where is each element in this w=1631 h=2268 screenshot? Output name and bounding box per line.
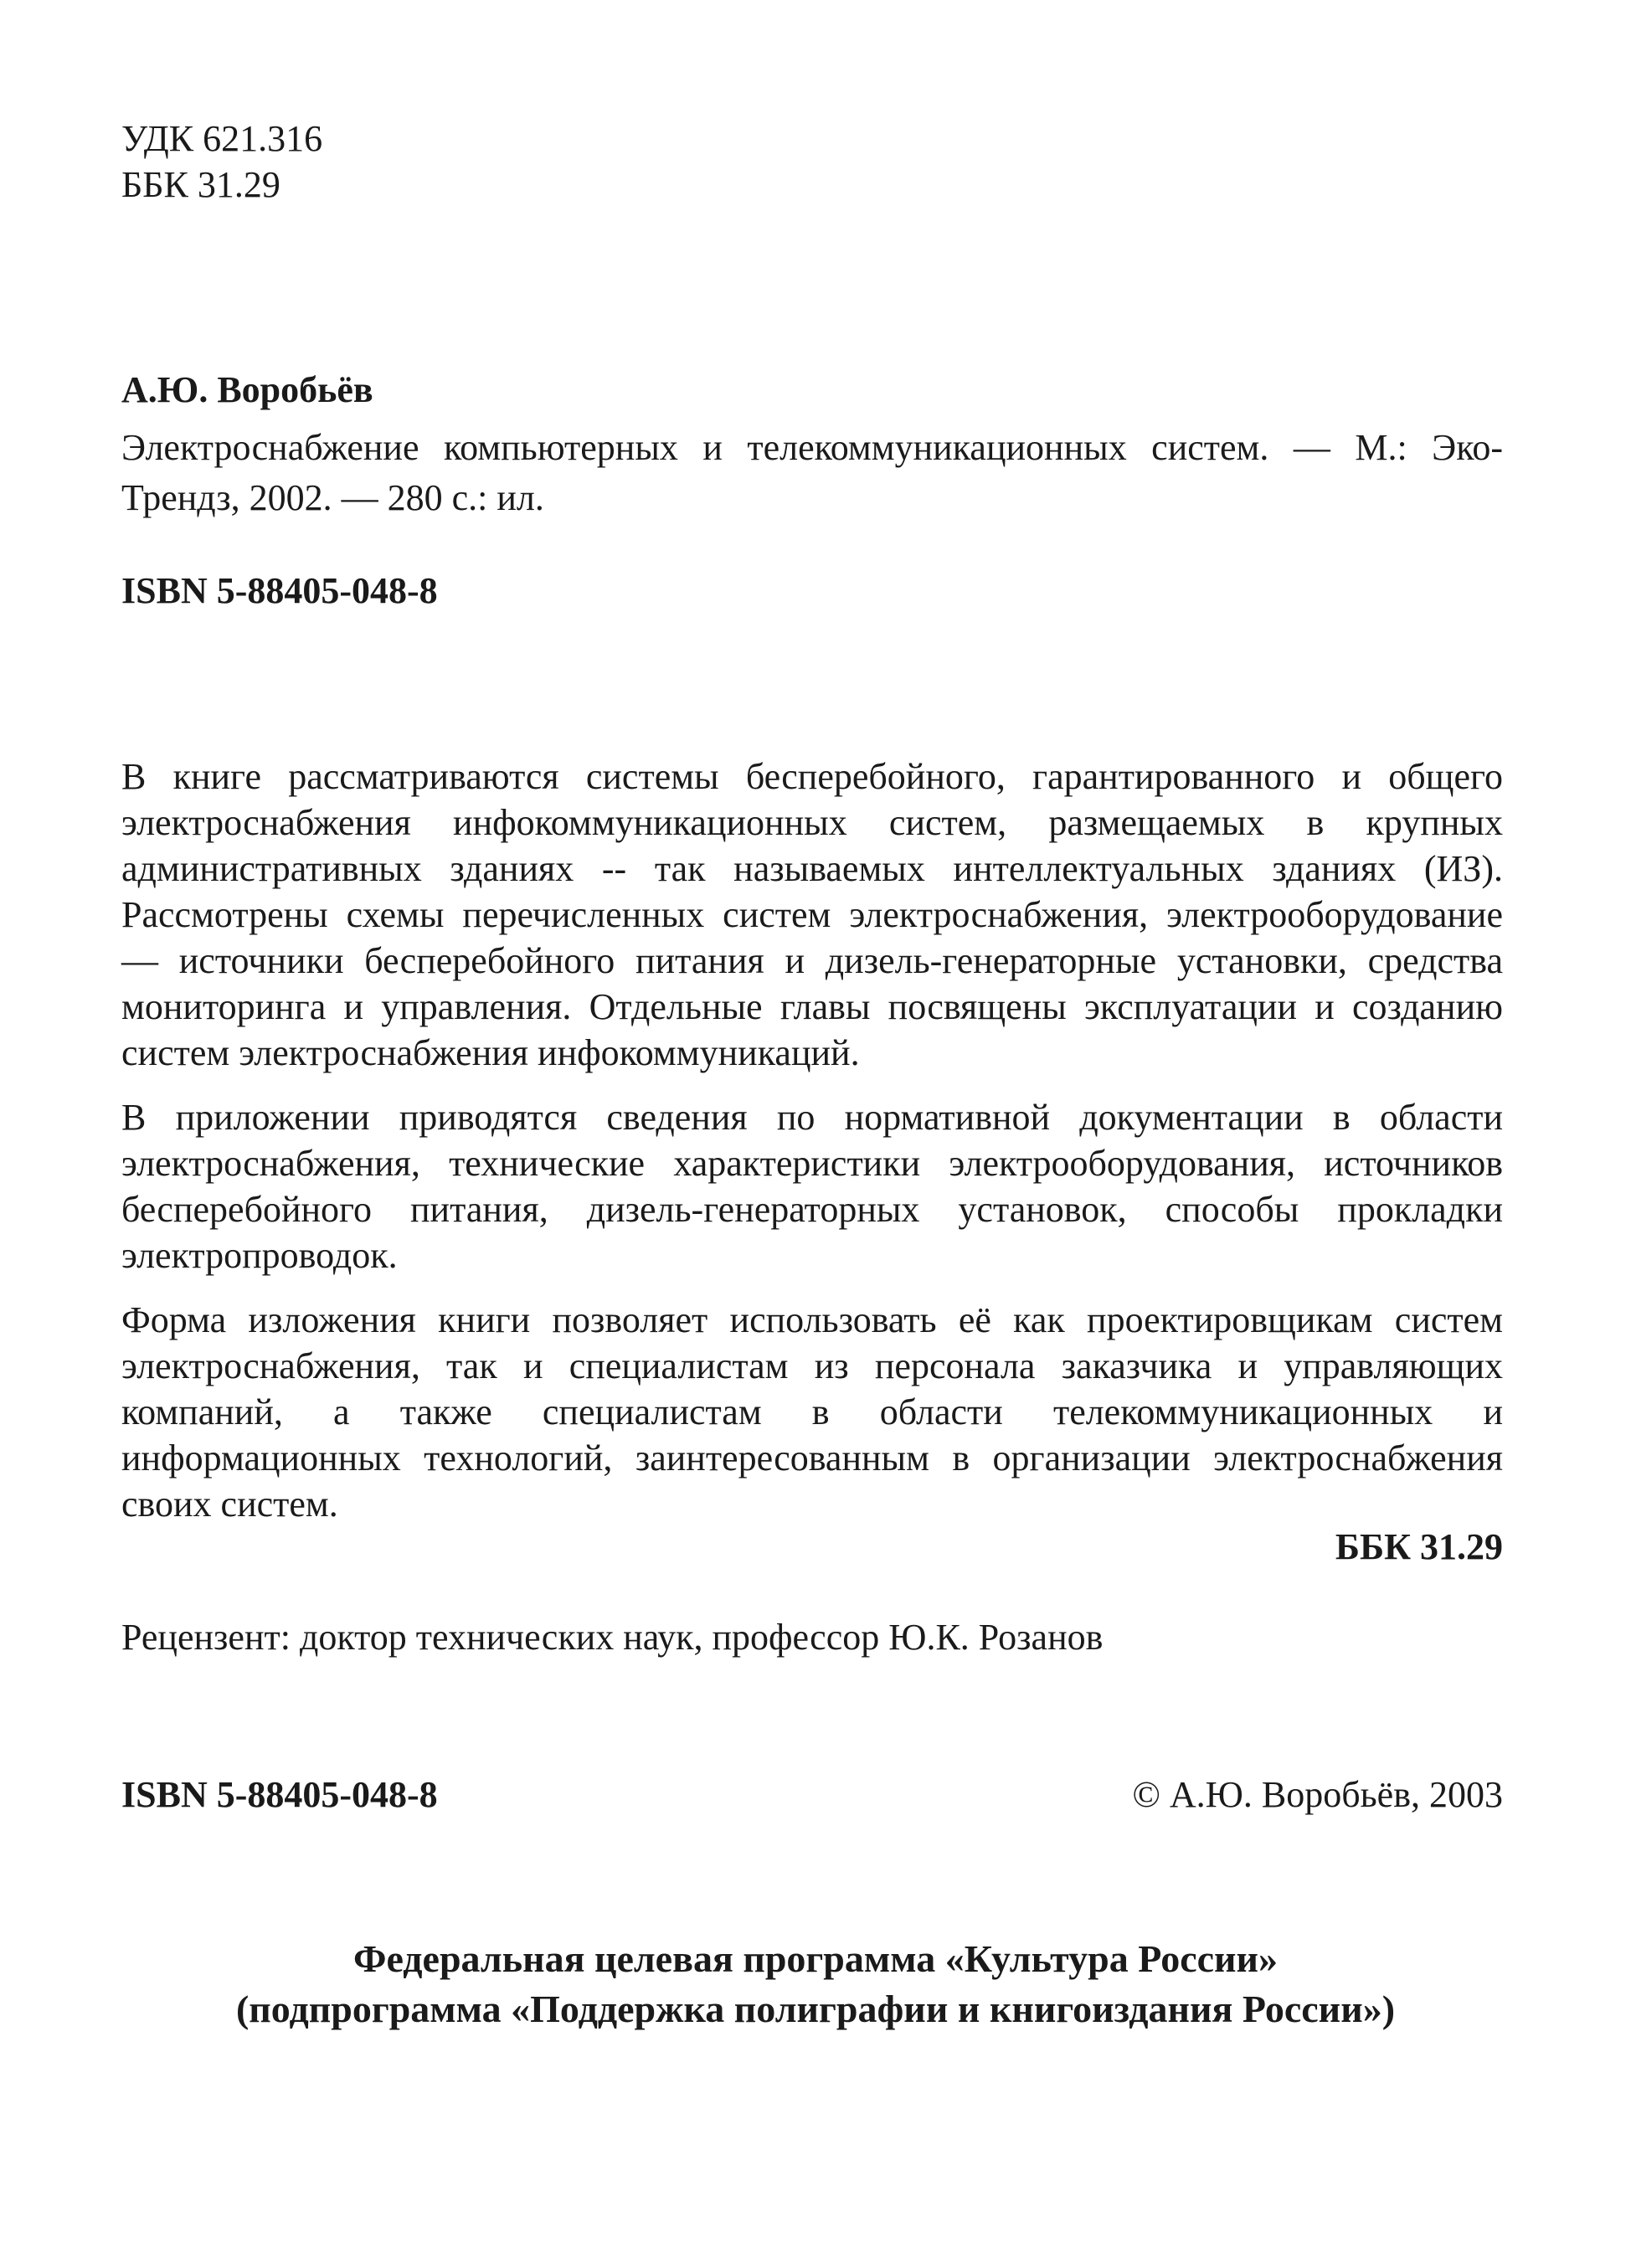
abstract bbox=[121, 753, 1503, 1545]
abstract-paragraph-1: В книге рассматриваются системы бесперебойного, гарантированного и общего электроснабжения инфокоммуникационных систем, размещаемых в крупных административных зданиях -- так называемых интеллектуальных зданиях (ИЗ). Рассмотрены схемы перечисленных систем электроснабжения, электрооборудование — источники бесперебойного питания и дизель-генераторные установки, средства мониторинга и управления. Отдельные главы посвящены эксплуатации и созданию систем электроснабжения инфокоммуникаций. bbox=[121, 756, 1503, 1073]
isbn-bottom: ISBN 5-88405-048-8 bbox=[121, 1774, 438, 1815]
federal-program bbox=[0, 1934, 1631, 2034]
bbk-code: ББК 31.29 bbox=[121, 164, 280, 205]
author-name: А.Ю. Воробьёв bbox=[121, 369, 373, 410]
abstract-paragraph-3: Форма изложения книги позволяет использовать её как проектировщикам систем электроснабжения, так и специалистам из персонала заказчика и управляющих компаний, а также специалистам в области телекоммуникационных и информационных технологий, заинтересованным в организации электроснабжения своих систем. bbox=[121, 1299, 1503, 1525]
reviewer: Рецензент: доктор технических наук, профессор Ю.К. Розанов bbox=[121, 1617, 1104, 1658]
abstract-paragraph-2: В приложении приводятся сведения по нормативной документации в области электроснабжения, технические характеристики электрооборудования, источников бесперебойного питания, дизель-генераторных установок, способы прокладки электропроводок. bbox=[121, 1097, 1503, 1276]
copyright: © А.Ю. Воробьёв, 2003 bbox=[1132, 1774, 1503, 1815]
isbn-top: ISBN 5-88405-048-8 bbox=[121, 570, 438, 611]
federal-program-line-1: Федеральная целевая программа «Культура России» bbox=[352, 1937, 1279, 1980]
bibliographic-entry: Электроснабжение компьютерных и телекоммуникационных систем. — М.: Эко-Трендз, 2002. — 280 с.: ил. bbox=[121, 427, 1503, 518]
federal-program-line-2: (подпрограмма «Поддержка полиграфии и книгоиздания России») bbox=[235, 1988, 1396, 2030]
bbk-code-bottom: ББК 31.29 bbox=[1335, 1526, 1503, 1567]
udk-code: УДК 621.316 bbox=[121, 118, 323, 159]
